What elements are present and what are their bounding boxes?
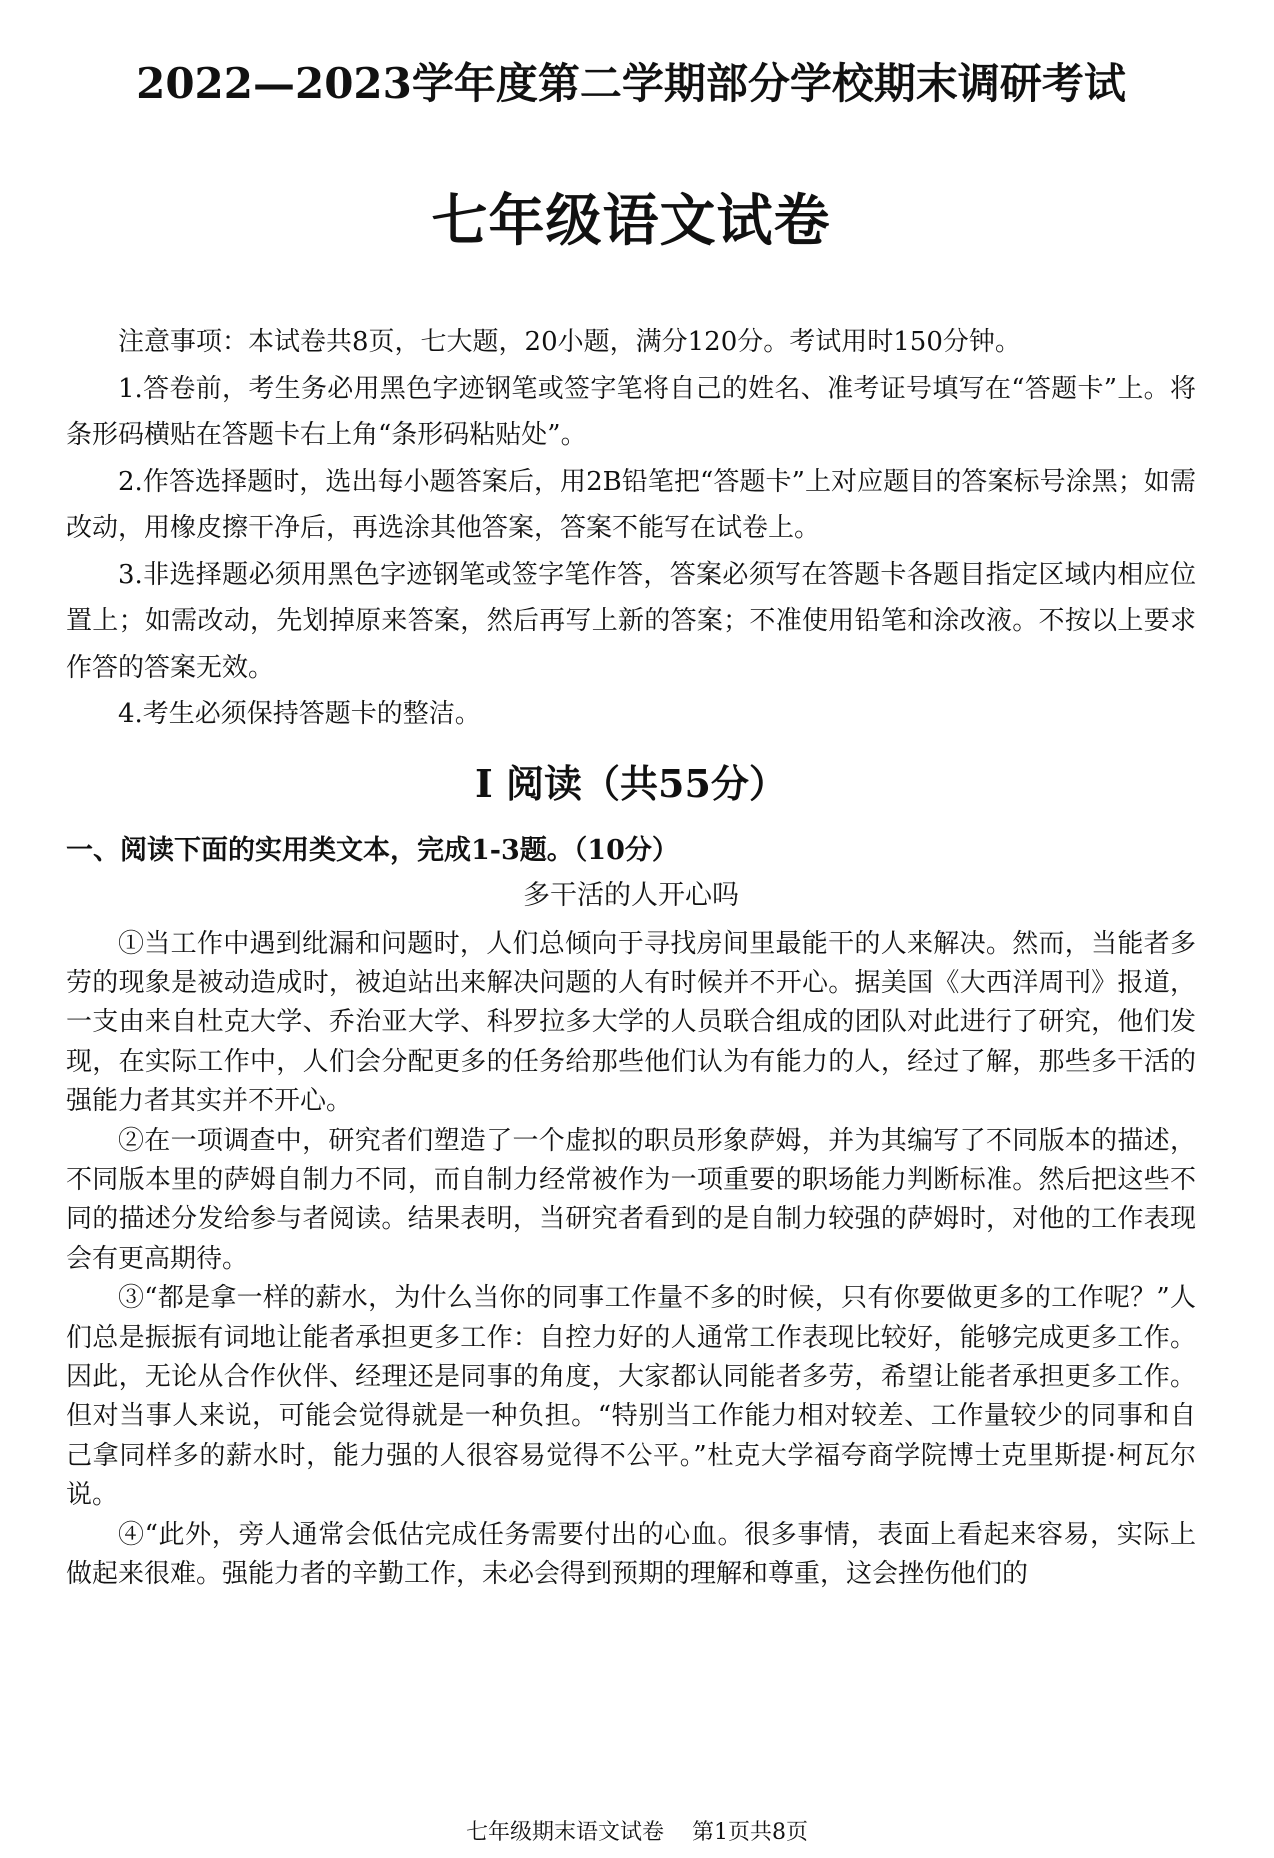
- instruction-item-4: 4.考生必须保持答题卡的整洁。: [118, 699, 481, 729]
- footer-page-info: 第1页共8页: [692, 1820, 808, 1845]
- article-title: 多干活的人开心吗: [523, 879, 739, 911]
- instruction-item-1: 1.答卷前，考生务必用黑色字迹钢笔或签字笔将自己的姓名、准考证号填写在“答题卡”上。将条形码横贴在答题卡右上角“条形码粘贴处”。: [66, 373, 1196, 450]
- instruction-item-3: 3.非选择题必须用黑色字迹钢笔或签字笔作答，答案必须写在答题卡各题目指定区域内相应位置上；如需改动，先划掉原来答案，然后再写上新的答案；不准使用铅笔和涂改液。不按以上要求作答的答案无效。: [66, 559, 1196, 683]
- instruction-item-2: 2.作答选择题时，选出每小题答案后，用2B铅笔把“答题卡”上对应题目的答案标号涂黑；如需改动，用橡皮擦干净后，再选涂其他答案，答案不能写在试卷上。: [66, 466, 1196, 543]
- article-paragraph-1: ①当工作中遇到纰漏和问题时，人们总倾向于寻找房间里最能干的人来解决。然而，当能者多劳的现象是被动造成时，被迫站出来解决问题的人有时候并不开心。据美国《大西洋周刊》报道，一支由来自杜克大学、乔治亚大学、科罗拉多大学的人员联合组成的团队对此进行了研究，他们发现，在实际工作中，人们会分配更多的任务给那些他们认为有能力的人，经过了解，那些多干活的强能力者其实并不开心。: [66, 928, 1196, 1117]
- exam-title: 七年级语文试卷: [431, 188, 831, 254]
- exam-header: 2022—2023学年度第二学期部分学校期末调研考试: [136, 59, 1126, 108]
- article-paragraph-3: ③“都是拿一样的薪水，为什么当你的同事工作量不多的时候，只有你要做更多的工作呢？”人们总是振振有词地让能者承担更多工作：自控力好的人通常工作表现比较好，能够完成更多工作。因此，无论从合作伙伴、经理还是同事的角度，大家都认同能者多劳，希望让能者承担更多工作。但对当事人来说，可能会觉得就是一种负担。“特别当工作能力相对较差、工作量较少的同事和自己拿同样多的薪水时，能力强的人很容易觉得不公平。”杜克大学福夸商学院博士克里斯提·柯瓦尔说。: [66, 1283, 1196, 1511]
- article-paragraph-2: ②在一项调查中，研究者们塑造了一个虚拟的职员形象萨姆，并为其编写了不同版本的描述，不同版本里的萨姆自制力不同，而自制力经常被作为一项重要的职场能力判断标准。然后把这些不同的描述分发给参与者阅读。结果表明，当研究者看到的是自制力较强的萨姆时，对他的工作表现会有更高期待。: [66, 1125, 1196, 1274]
- footer-paper-name: 七年级期末语文试卷: [465, 1820, 664, 1845]
- article-paragraph-4: ④“此外，旁人通常会低估完成任务需要付出的心血。很多事情，表面上看起来容易，实际上做起来很难。强能力者的辛勤工作，未必会得到预期的理解和尊重，这会挫伤他们的: [66, 1519, 1196, 1589]
- page-footer: [0, 1822, 1274, 1844]
- question-group-heading: 一、阅读下面的实用类文本，完成1-3题。（10分）: [66, 834, 679, 866]
- reading-section-heading: Ⅰ 阅读（共55分）: [475, 760, 787, 806]
- instruction-intro: 注意事项：本试卷共8页，七大题，20小题，满分120分。考试用时150分钟。: [118, 327, 1021, 357]
- article-body: [66, 925, 1196, 1595]
- exam-instructions: [66, 319, 1196, 738]
